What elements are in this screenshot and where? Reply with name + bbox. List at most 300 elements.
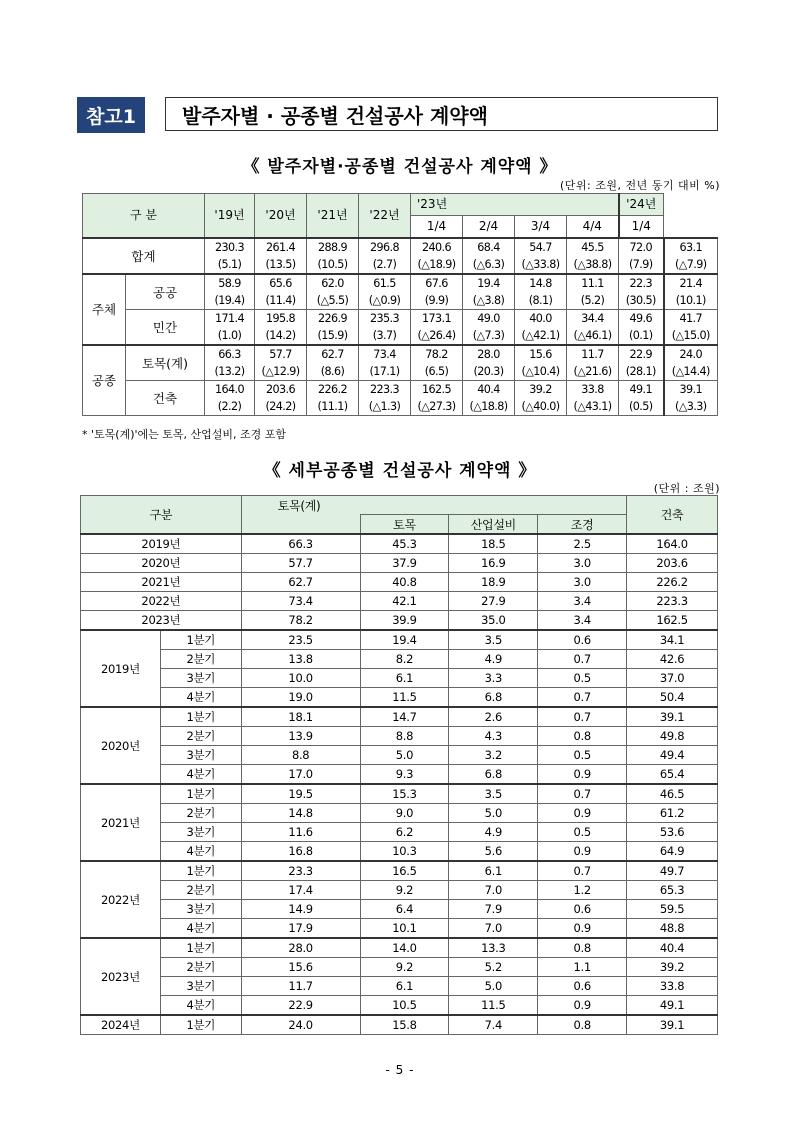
header-quarter: 3/4 bbox=[515, 216, 567, 239]
table-row bbox=[81, 958, 718, 977]
yoy-change: (△1.3) bbox=[368, 400, 401, 413]
row-quarter: 1분기 bbox=[160, 938, 241, 958]
value-cell: 14.9 bbox=[241, 900, 360, 919]
value-cell: 15.6 bbox=[241, 958, 360, 977]
yoy-change: (20.3) bbox=[473, 365, 504, 378]
value-cell bbox=[463, 274, 515, 310]
value-cell: 42.1 bbox=[360, 592, 449, 611]
table-row bbox=[81, 765, 718, 785]
row-quarter: 2분기 bbox=[160, 958, 241, 977]
value: 22.9 bbox=[629, 348, 652, 361]
value-cell bbox=[619, 310, 664, 346]
value-cell: 2.5 bbox=[538, 534, 627, 554]
value: 49.0 bbox=[477, 312, 500, 325]
row-quarter: 3분기 bbox=[160, 900, 241, 919]
value-cell: 19.5 bbox=[241, 784, 360, 804]
value-cell: 2.6 bbox=[449, 707, 538, 727]
table-row bbox=[81, 554, 718, 573]
yoy-change: (6.5) bbox=[424, 365, 449, 378]
row-year: 2019년 bbox=[81, 630, 161, 707]
row-quarter: 2분기 bbox=[160, 650, 241, 669]
value-cell: 10.1 bbox=[360, 919, 449, 939]
value: 164.0 bbox=[214, 383, 245, 396]
value-cell bbox=[411, 345, 463, 381]
value-cell: 19.0 bbox=[241, 688, 360, 708]
yoy-change: (11.4) bbox=[265, 294, 296, 307]
value-cell: 49.8 bbox=[627, 727, 718, 746]
table-row bbox=[81, 630, 718, 650]
row-quarter: 3분기 bbox=[160, 977, 241, 996]
yoy-change: (10.5) bbox=[317, 258, 348, 271]
value-cell: 0.8 bbox=[538, 727, 627, 746]
value-cell: 59.5 bbox=[627, 900, 718, 919]
value: 34.4 bbox=[581, 312, 604, 325]
table-row bbox=[81, 938, 718, 958]
value-cell bbox=[255, 238, 307, 274]
row-label: 토목(계) bbox=[126, 345, 205, 381]
value: 288.9 bbox=[317, 241, 348, 254]
table1-title: 《 발주자별·공종별 건설공사 계약액 》 bbox=[242, 157, 558, 177]
table-row bbox=[81, 881, 718, 900]
value-cell: 5.0 bbox=[360, 746, 449, 765]
table-row bbox=[81, 707, 718, 727]
row-year: 2021년 bbox=[81, 573, 242, 592]
value-cell: 11.5 bbox=[449, 996, 538, 1016]
value-cell: 3.3 bbox=[449, 669, 538, 688]
yoy-change: (△3.3) bbox=[674, 400, 707, 413]
table-row bbox=[83, 238, 718, 274]
value: 226.9 bbox=[317, 312, 348, 325]
header-plant: 산업설비 bbox=[449, 515, 538, 535]
value-cell: 18.1 bbox=[241, 707, 360, 727]
value-cell: 50.4 bbox=[627, 688, 718, 708]
value-cell bbox=[205, 238, 255, 274]
yoy-change: (10.1) bbox=[675, 294, 706, 307]
value-cell: 0.7 bbox=[538, 650, 627, 669]
value-cell: 22.9 bbox=[241, 996, 360, 1016]
value-cell: 0.7 bbox=[538, 707, 627, 727]
value-cell bbox=[463, 345, 515, 381]
yoy-change: (△18.9) bbox=[417, 258, 456, 271]
value-cell: 3.5 bbox=[449, 784, 538, 804]
yoy-change: (△27.3) bbox=[417, 400, 456, 413]
header-year: '23년 bbox=[411, 194, 619, 216]
value-cell bbox=[664, 381, 718, 416]
value-cell bbox=[255, 274, 307, 310]
yoy-change: (△5.5) bbox=[316, 294, 349, 307]
row-label: 건축 bbox=[126, 381, 205, 416]
row-group: 공종 bbox=[83, 345, 126, 416]
value-cell: 13.9 bbox=[241, 727, 360, 746]
value-cell bbox=[411, 310, 463, 346]
value-cell: 14.7 bbox=[360, 707, 449, 727]
value: 49.1 bbox=[629, 383, 652, 396]
table-row bbox=[81, 861, 718, 881]
table-row bbox=[81, 900, 718, 919]
value-cell bbox=[307, 381, 359, 416]
value-cell: 57.7 bbox=[241, 554, 360, 573]
value-cell: 8.8 bbox=[241, 746, 360, 765]
value-cell: 33.8 bbox=[627, 977, 718, 996]
value-cell bbox=[359, 238, 411, 274]
header-year: '22년 bbox=[359, 194, 411, 239]
value-cell: 10.0 bbox=[241, 669, 360, 688]
value: 240.6 bbox=[421, 241, 452, 254]
value-cell: 4.9 bbox=[449, 650, 538, 669]
table2-title: 《 세부공종별 건설공사 계약액 》 bbox=[263, 461, 537, 481]
value-cell: 164.0 bbox=[627, 534, 718, 554]
yoy-change: (△10.4) bbox=[521, 365, 560, 378]
value-cell: 11.7 bbox=[241, 977, 360, 996]
value-cell bbox=[307, 310, 359, 346]
value-cell: 3.4 bbox=[538, 611, 627, 631]
row-year: 2021년 bbox=[81, 784, 161, 861]
yoy-change: (△46.1) bbox=[573, 329, 612, 342]
value-cell bbox=[619, 238, 664, 274]
table-row bbox=[81, 688, 718, 708]
value-cell: 40.4 bbox=[627, 938, 718, 958]
value-cell bbox=[515, 381, 567, 416]
value-cell bbox=[205, 381, 255, 416]
value: 65.6 bbox=[269, 277, 292, 290]
row-quarter: 3분기 bbox=[160, 823, 241, 842]
value-cell: 24.0 bbox=[241, 1015, 360, 1035]
table-row bbox=[83, 274, 718, 310]
value-cell: 7.9 bbox=[449, 900, 538, 919]
value-cell: 203.6 bbox=[627, 554, 718, 573]
value-cell: 0.7 bbox=[538, 784, 627, 804]
yoy-change: (3.7) bbox=[372, 329, 397, 342]
table-row bbox=[81, 746, 718, 765]
yoy-change: (2.2) bbox=[217, 400, 242, 413]
yoy-change: (8.6) bbox=[320, 365, 345, 378]
table-row bbox=[81, 592, 718, 611]
yoy-change: (15.9) bbox=[317, 329, 348, 342]
yoy-change: (△6.3) bbox=[472, 258, 505, 271]
value: 24.0 bbox=[679, 348, 702, 361]
value-cell: 6.1 bbox=[360, 669, 449, 688]
header-quarter: 1/4 bbox=[411, 216, 463, 239]
value-cell: 10.5 bbox=[360, 996, 449, 1016]
value-cell: 6.8 bbox=[449, 765, 538, 785]
value-cell: 18.5 bbox=[449, 534, 538, 554]
yoy-change: (△14.4) bbox=[671, 365, 710, 378]
row-year: 2022년 bbox=[81, 861, 161, 938]
row-label: 공공 bbox=[126, 274, 205, 310]
value-cell: 5.0 bbox=[449, 804, 538, 823]
header-row bbox=[83, 194, 718, 216]
value-cell bbox=[463, 310, 515, 346]
value-cell: 46.5 bbox=[627, 784, 718, 804]
header-gubun: 구분 bbox=[81, 496, 242, 535]
value-cell: 65.4 bbox=[627, 765, 718, 785]
value-cell: 6.2 bbox=[360, 823, 449, 842]
yoy-change: (△33.8) bbox=[521, 258, 560, 271]
yoy-change: (△0.9) bbox=[368, 294, 401, 307]
value-cell: 16.9 bbox=[449, 554, 538, 573]
row-group: 주체 bbox=[83, 274, 126, 345]
table-row bbox=[81, 534, 718, 554]
value-cell: 14.0 bbox=[360, 938, 449, 958]
value-cell: 1.1 bbox=[538, 958, 627, 977]
row-year: 2020년 bbox=[81, 554, 242, 573]
yoy-change: (11.1) bbox=[317, 400, 348, 413]
value-cell: 16.5 bbox=[360, 861, 449, 881]
yoy-change: (24.2) bbox=[265, 400, 296, 413]
value: 40.4 bbox=[477, 383, 500, 396]
value: 41.7 bbox=[679, 312, 702, 325]
yoy-change: (△18.8) bbox=[469, 400, 508, 413]
value-cell: 5.6 bbox=[449, 842, 538, 862]
yoy-change: (△7.3) bbox=[472, 329, 505, 342]
value: 195.8 bbox=[265, 312, 296, 325]
table-row bbox=[81, 919, 718, 939]
value-cell: 9.3 bbox=[360, 765, 449, 785]
value: 162.5 bbox=[421, 383, 452, 396]
value: 11.1 bbox=[581, 277, 604, 290]
yoy-change: (△12.9) bbox=[261, 365, 300, 378]
value-cell: 18.9 bbox=[449, 573, 538, 592]
yoy-change: (8.1) bbox=[528, 294, 553, 307]
value-cell: 0.6 bbox=[538, 977, 627, 996]
value-cell: 35.0 bbox=[449, 611, 538, 631]
value-cell bbox=[515, 345, 567, 381]
row-year: 2024년 bbox=[81, 1015, 161, 1035]
value: 66.3 bbox=[218, 348, 241, 361]
value: 62.7 bbox=[321, 348, 344, 361]
value-cell: 0.8 bbox=[538, 938, 627, 958]
value-cell: 6.8 bbox=[449, 688, 538, 708]
value-cell bbox=[515, 310, 567, 346]
value-cell: 1.2 bbox=[538, 881, 627, 900]
yoy-change: (13.5) bbox=[265, 258, 296, 271]
yoy-change: (5.2) bbox=[580, 294, 605, 307]
value: 62.0 bbox=[321, 277, 344, 290]
value-cell: 7.0 bbox=[449, 881, 538, 900]
table-row bbox=[81, 573, 718, 592]
yoy-change: (0.5) bbox=[628, 400, 653, 413]
value: 78.2 bbox=[425, 348, 448, 361]
value: 11.7 bbox=[581, 348, 604, 361]
table-row bbox=[81, 842, 718, 862]
value-cell: 0.7 bbox=[538, 688, 627, 708]
header-quarter: 2/4 bbox=[463, 216, 515, 239]
yoy-change: (△43.1) bbox=[573, 400, 612, 413]
table-row bbox=[81, 727, 718, 746]
value-cell bbox=[411, 238, 463, 274]
value-cell bbox=[307, 345, 359, 381]
value: 72.0 bbox=[629, 241, 652, 254]
value-cell: 0.9 bbox=[538, 804, 627, 823]
row-quarter: 4분기 bbox=[160, 842, 241, 862]
value-cell bbox=[205, 274, 255, 310]
value-cell: 23.5 bbox=[241, 630, 360, 650]
value-cell bbox=[567, 238, 619, 274]
yoy-change: (28.1) bbox=[625, 365, 656, 378]
value-cell bbox=[619, 274, 664, 310]
value: 15.6 bbox=[529, 348, 552, 361]
page-title: 발주자별 · 공종별 건설공사 계약액 bbox=[165, 97, 718, 131]
value: 223.3 bbox=[369, 383, 400, 396]
value: 14.8 bbox=[529, 277, 552, 290]
value-cell: 48.8 bbox=[627, 919, 718, 939]
value: 57.7 bbox=[269, 348, 292, 361]
value-cell: 0.8 bbox=[538, 1015, 627, 1035]
value-cell: 17.9 bbox=[241, 919, 360, 939]
value-cell: 27.9 bbox=[449, 592, 538, 611]
value-cell: 4.9 bbox=[449, 823, 538, 842]
value-cell: 11.5 bbox=[360, 688, 449, 708]
value-cell: 13.3 bbox=[449, 938, 538, 958]
value: 63.1 bbox=[679, 241, 702, 254]
yoy-change: (△21.6) bbox=[573, 365, 612, 378]
value-cell: 13.8 bbox=[241, 650, 360, 669]
yoy-change: (9.9) bbox=[424, 294, 449, 307]
value-cell: 15.3 bbox=[360, 784, 449, 804]
value-cell: 3.2 bbox=[449, 746, 538, 765]
value-cell: 162.5 bbox=[627, 611, 718, 631]
value-cell: 49.7 bbox=[627, 861, 718, 881]
value-cell bbox=[411, 381, 463, 416]
value-cell: 37.9 bbox=[360, 554, 449, 573]
yoy-change: (19.4) bbox=[214, 294, 245, 307]
table-row bbox=[81, 1015, 718, 1035]
row-quarter: 1분기 bbox=[160, 784, 241, 804]
value-cell: 11.6 bbox=[241, 823, 360, 842]
row-quarter: 4분기 bbox=[160, 919, 241, 939]
table-row bbox=[81, 823, 718, 842]
value-cell: 65.3 bbox=[627, 881, 718, 900]
value-cell bbox=[205, 310, 255, 346]
value: 45.5 bbox=[581, 241, 604, 254]
table-row bbox=[81, 996, 718, 1016]
value-cell bbox=[255, 345, 307, 381]
row-quarter: 2분기 bbox=[160, 804, 241, 823]
value-cell bbox=[307, 238, 359, 274]
yoy-change: (△3.8) bbox=[472, 294, 505, 307]
value-cell bbox=[205, 345, 255, 381]
value-cell: 66.3 bbox=[241, 534, 360, 554]
table2-unit: (단위 : 조원) bbox=[653, 482, 720, 495]
value-cell: 34.1 bbox=[627, 630, 718, 650]
value: 28.0 bbox=[477, 348, 500, 361]
value-cell bbox=[307, 274, 359, 310]
header-quarter: 1/4 bbox=[619, 216, 664, 239]
value-cell: 7.4 bbox=[449, 1015, 538, 1035]
header-year: '20년 bbox=[255, 194, 307, 239]
value: 40.0 bbox=[529, 312, 552, 325]
value-cell: 9.0 bbox=[360, 804, 449, 823]
value-cell bbox=[664, 310, 718, 346]
value-cell: 28.0 bbox=[241, 938, 360, 958]
header-gubun: 구 분 bbox=[83, 194, 205, 239]
value-cell bbox=[567, 381, 619, 416]
value-cell: 226.2 bbox=[627, 573, 718, 592]
row-quarter: 1분기 bbox=[160, 861, 241, 881]
value-cell: 0.5 bbox=[538, 669, 627, 688]
value-cell: 45.3 bbox=[360, 534, 449, 554]
value-cell: 49.4 bbox=[627, 746, 718, 765]
table-row bbox=[83, 381, 718, 416]
value-cell: 14.8 bbox=[241, 804, 360, 823]
client-worktype-table bbox=[82, 193, 718, 416]
table-row bbox=[81, 804, 718, 823]
value: 61.5 bbox=[373, 277, 396, 290]
value-cell: 40.8 bbox=[360, 573, 449, 592]
row-year: 2022년 bbox=[81, 592, 242, 611]
row-year: 2019년 bbox=[81, 534, 242, 554]
value-cell bbox=[664, 345, 718, 381]
row-year: 2023년 bbox=[81, 938, 161, 1015]
value-cell: 42.6 bbox=[627, 650, 718, 669]
value-cell bbox=[255, 310, 307, 346]
value-cell: 8.8 bbox=[360, 727, 449, 746]
value-cell: 4.3 bbox=[449, 727, 538, 746]
value-cell: 6.1 bbox=[360, 977, 449, 996]
table-row bbox=[83, 310, 718, 346]
value: 22.3 bbox=[629, 277, 652, 290]
yoy-change: (△38.8) bbox=[573, 258, 612, 271]
value-cell bbox=[359, 310, 411, 346]
value-cell: 17.4 bbox=[241, 881, 360, 900]
header-year: '19년 bbox=[205, 194, 255, 239]
row-quarter: 2분기 bbox=[160, 727, 241, 746]
value: 68.4 bbox=[477, 241, 500, 254]
value-cell: 39.2 bbox=[627, 958, 718, 977]
value-cell: 9.2 bbox=[360, 881, 449, 900]
row-quarter: 4분기 bbox=[160, 688, 241, 708]
header-blank bbox=[241, 515, 360, 535]
yoy-change: (5.1) bbox=[217, 258, 242, 271]
value-cell: 0.9 bbox=[538, 765, 627, 785]
value-cell: 0.6 bbox=[538, 630, 627, 650]
yoy-change: (14.2) bbox=[265, 329, 296, 342]
value: 73.4 bbox=[373, 348, 396, 361]
yoy-change: (13.2) bbox=[214, 365, 245, 378]
value-cell: 49.1 bbox=[627, 996, 718, 1016]
row-year: 2020년 bbox=[81, 707, 161, 784]
value-cell: 0.7 bbox=[538, 861, 627, 881]
value: 21.4 bbox=[679, 277, 702, 290]
value-cell: 0.9 bbox=[538, 842, 627, 862]
table1-unit: (단위: 조원, 전년 동기 대비 %) bbox=[560, 179, 720, 192]
value-cell bbox=[664, 238, 718, 274]
row-quarter: 1분기 bbox=[160, 1015, 241, 1035]
value: 173.1 bbox=[421, 312, 452, 325]
value: 296.8 bbox=[369, 241, 400, 254]
row-year: 2023년 bbox=[81, 611, 242, 631]
value-cell bbox=[255, 381, 307, 416]
value-cell: 3.0 bbox=[538, 573, 627, 592]
value-cell: 16.8 bbox=[241, 842, 360, 862]
value-cell: 39.9 bbox=[360, 611, 449, 631]
value-cell: 64.9 bbox=[627, 842, 718, 862]
value: 171.4 bbox=[214, 312, 245, 325]
yoy-change: (2.7) bbox=[372, 258, 397, 271]
header-year: '24년 bbox=[619, 194, 664, 216]
value-cell bbox=[567, 274, 619, 310]
table-row bbox=[81, 784, 718, 804]
value-cell: 8.2 bbox=[360, 650, 449, 669]
header-civil-total: 토목(계) bbox=[241, 496, 626, 515]
value: 235.3 bbox=[369, 312, 400, 325]
value-cell bbox=[567, 345, 619, 381]
row-label: 합계 bbox=[83, 238, 205, 274]
row-quarter: 4분기 bbox=[160, 996, 241, 1016]
value-cell: 62.7 bbox=[241, 573, 360, 592]
value-cell bbox=[463, 381, 515, 416]
value-cell bbox=[619, 345, 664, 381]
